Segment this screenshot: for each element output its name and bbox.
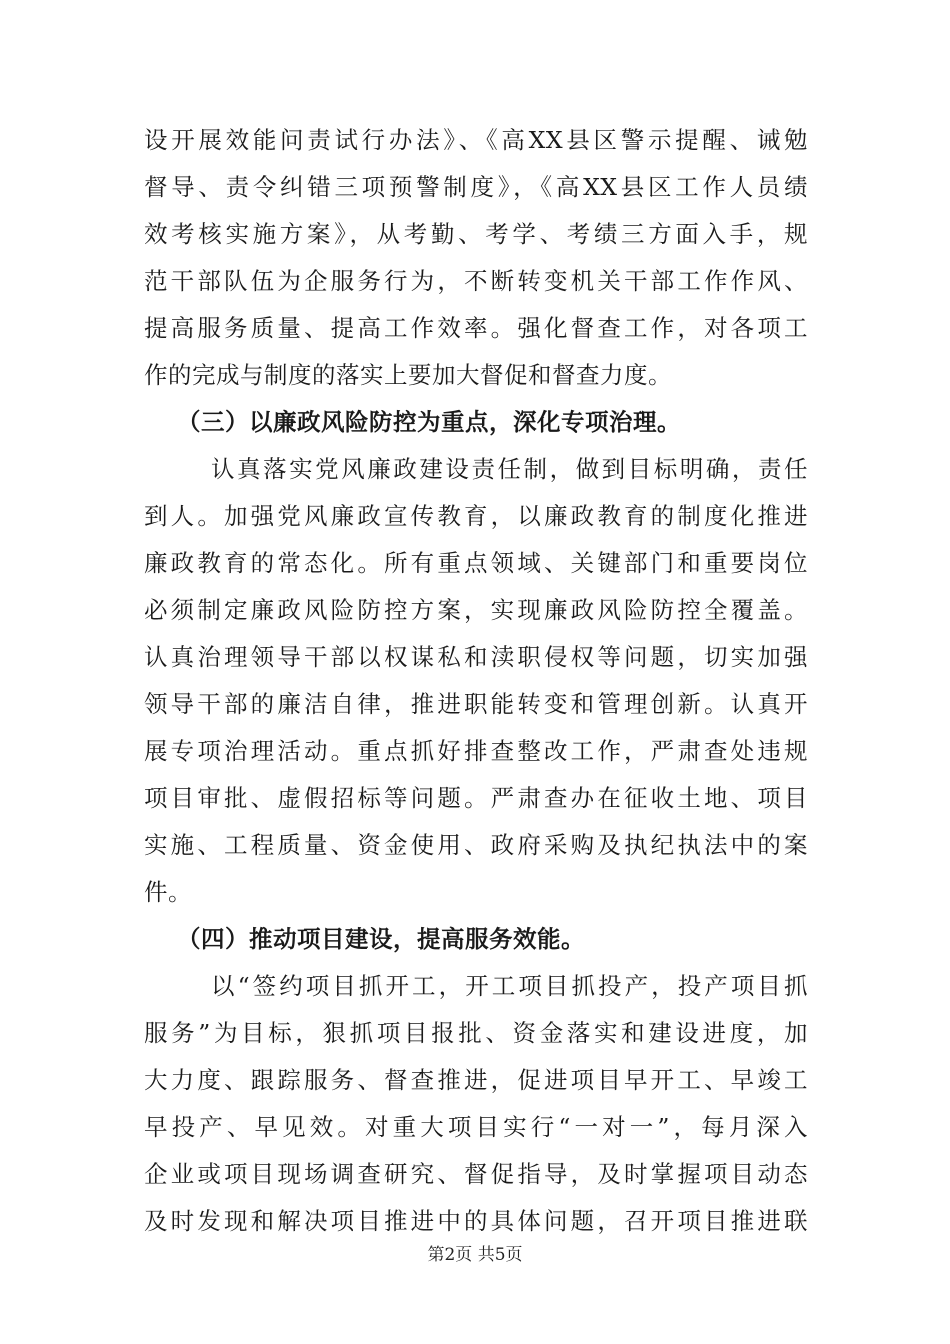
text-line: 实施、工程质量、资金使用、政府采购及执纪执法中的案 <box>144 831 808 859</box>
text-line: 效考核实施方案》，从考勤、考学、考绩三方面入手，规 <box>144 220 808 248</box>
paragraph-efficiency-accountability <box>144 117 808 399</box>
text-line: 认真落实党风廉政建设责任制，做到目标明确，责任 <box>211 455 808 483</box>
paragraph-project-construction <box>144 963 808 1245</box>
text-line: 作的完成与制度的落实上要加大督促和督查力度。 <box>144 361 672 389</box>
text-line: 及时发现和解决项目推进中的具体问题，召开项目推进联 <box>144 1207 808 1235</box>
section-heading-4: （四）推动项目建设，提高服务效能。 <box>177 925 585 953</box>
section-heading-3: （三）以廉政风险防控为重点，深化专项治理。 <box>177 408 681 436</box>
text-line: 领导干部的廉洁自律，推进职能转变和管理创新。认真开 <box>144 690 808 718</box>
text-line: 督导、责令纠错三项预警制度》，《高XX县区工作人员绩 <box>144 173 808 201</box>
text-line: 展专项治理活动。重点抓好排查整改工作，严肃查处违规 <box>144 737 808 765</box>
text-line: 提高服务质量、提高工作效率。强化督查工作，对各项工 <box>144 314 808 342</box>
text-line: 大力度、跟踪服务、督查推进，促进项目早开工、早竣工 <box>144 1066 808 1094</box>
text-line: 早投产、早见效。对重大项目实行“一对一”，每月深入 <box>144 1113 808 1141</box>
text-line: 范干部队伍为企服务行为，不断转变机关干部工作作风、 <box>144 267 808 295</box>
text-line: 必须制定廉政风险防控方案，实现廉政风险防控全覆盖。 <box>144 596 808 624</box>
text-line: 廉政教育的常态化。所有重点领域、关键部门和重要岗位 <box>144 549 808 577</box>
text-line: 项目审批、虚假招标等问题。严肃查办在征收土地、项目 <box>144 784 808 812</box>
text-line: 企业或项目现场调查研究、督促指导，及时掌握项目动态 <box>144 1160 808 1188</box>
paragraph-integrity-risk <box>144 446 808 916</box>
text-line: 服务”为目标，狠抓项目报批、资金落实和建设进度，加 <box>144 1019 808 1047</box>
document-body <box>144 117 808 1245</box>
text-line: 以“签约项目抓开工，开工项目抓投产，投产项目抓 <box>211 972 808 1000</box>
page-number-footer: 第2页 共5页 <box>427 1245 523 1265</box>
text-line: 件。 <box>144 878 192 906</box>
text-line: 到人。加强党风廉政宣传教育，以廉政教育的制度化推进 <box>144 502 808 530</box>
text-line: 认真治理领导干部以权谋私和渎职侵权等问题，切实加强 <box>144 643 808 671</box>
text-line: 设开展效能问责试行办法》、《高XX县区警示提醒、诫勉 <box>144 126 808 154</box>
